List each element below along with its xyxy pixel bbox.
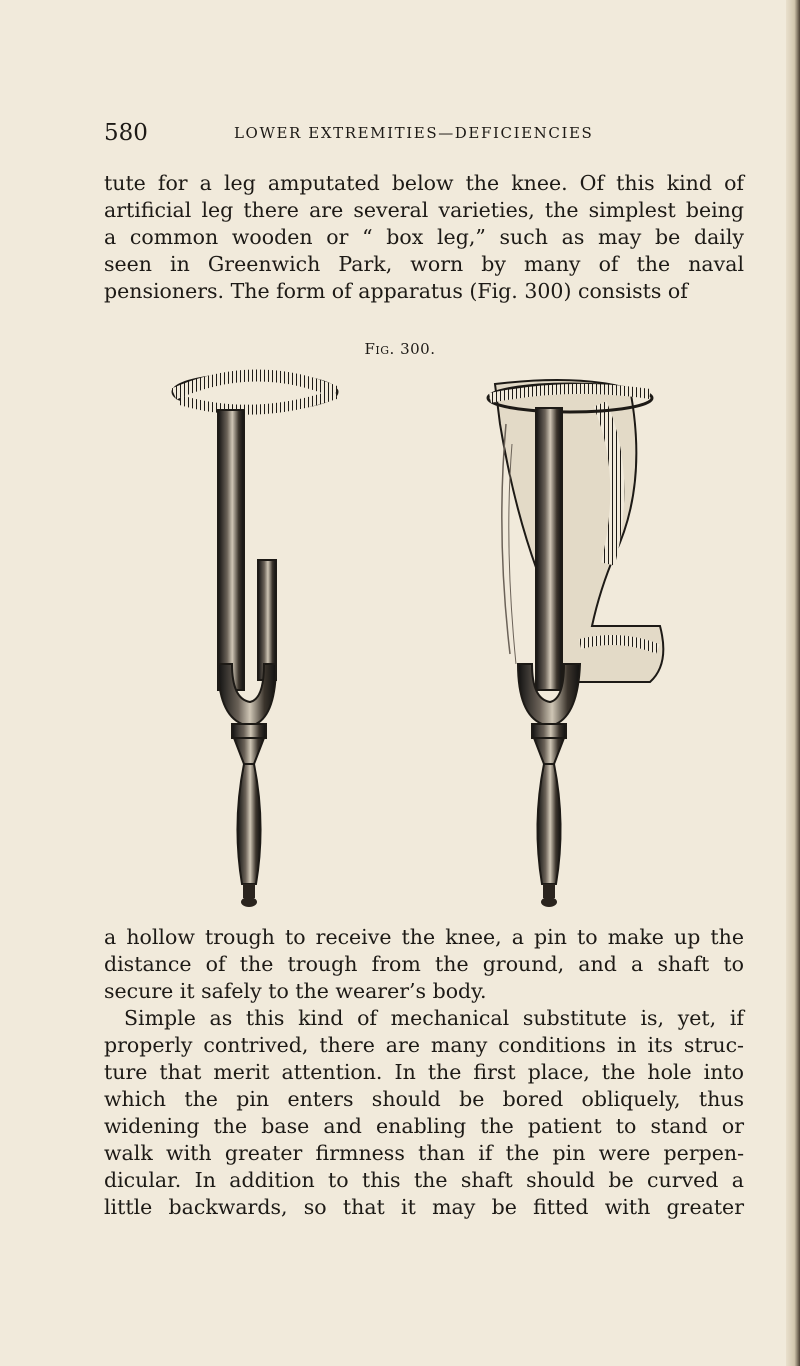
- text-line: little backwards, so that it may be fitted with greater: [104, 1195, 744, 1219]
- paragraph-3: [104, 1005, 744, 1221]
- running-head: [104, 122, 744, 148]
- text-line: tute for a leg amputated below the knee. Of this kind of: [104, 171, 744, 195]
- wooden-peg-leg-apparatus-icon: [173, 374, 337, 907]
- text-line: distance of the trough from the ground, and a shaft to: [104, 952, 744, 976]
- text-line: pensioners. The form of apparatus (Fig. 300) consists of: [104, 279, 688, 303]
- peg-leg-fitted-to-bent-knee-icon: [488, 380, 663, 907]
- paragraph-1: [104, 170, 744, 305]
- paragraph-2: [104, 924, 744, 1005]
- figure-300: [160, 364, 680, 914]
- text-line: secure it safely to the wearer’s body.: [104, 979, 487, 1003]
- page-number: 580: [104, 120, 148, 146]
- text-line: a common wooden or “ box leg,” such as may be daily: [104, 225, 744, 249]
- text-line: walk with greater firmness than if the pin were perpen-: [104, 1141, 744, 1165]
- text-line: seen in Greenwich Park, worn by many of the naval: [104, 252, 744, 276]
- text-line: dicular. In addition to this the shaft should be curved a: [104, 1168, 744, 1192]
- text-line: properly contrived, there are many conditions in its struc-: [104, 1033, 744, 1057]
- figure-caption: Fig. 300.: [364, 340, 436, 358]
- text-line: ture that merit attention. In the first place, the hole into: [104, 1060, 744, 1084]
- text-line: artificial leg there are several varieties, the simplest being: [104, 198, 744, 222]
- text-line: Simple as this kind of mechanical substitute is, yet, if: [124, 1006, 744, 1030]
- page-edge-shadow: [786, 0, 800, 1366]
- running-title: LOWER EXTREMITIES—DEFICIENCIES: [234, 124, 594, 142]
- text-line: a hollow trough to receive the knee, a pin to make up the: [104, 925, 744, 949]
- text-line: widening the base and enabling the patient to stand or: [104, 1114, 744, 1138]
- text-line: which the pin enters should be bored obliquely, thus: [104, 1087, 744, 1111]
